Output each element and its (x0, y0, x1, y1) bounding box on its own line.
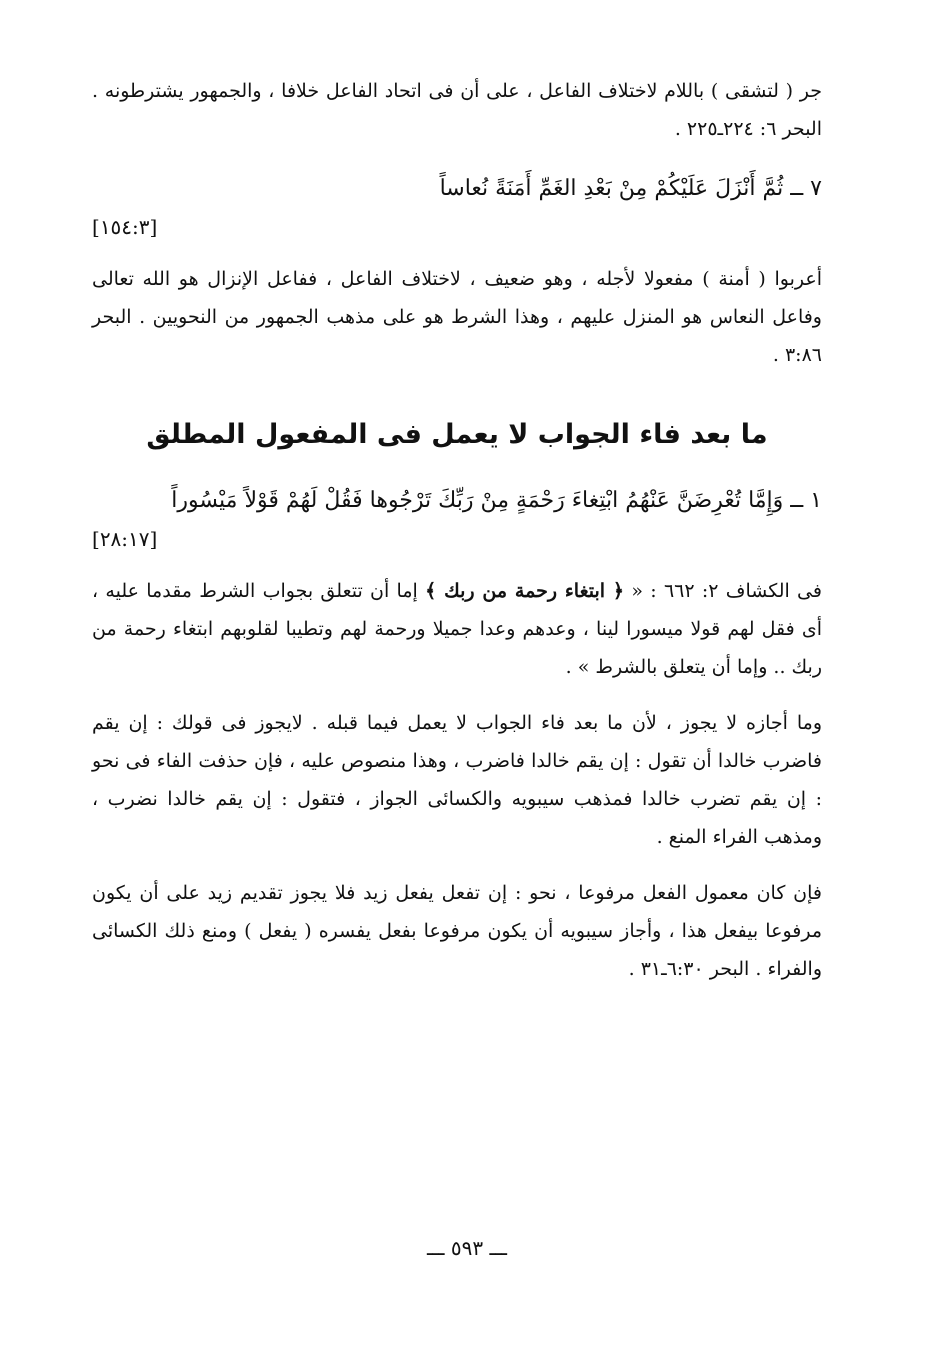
verse-7-block (92, 166, 822, 242)
verse-1-text: ١ ــ وَإِمَّا تُعْرِضَنَّ عَنْهُمُ ابْتِغاءَ رَحْمَةٍ مِنْ رَبِّكَ تَرْجُوها فَقُلْ لَهُمْ قَوْلاً مَيْسُوراً (171, 488, 822, 513)
verse-7-text: ٧ ــ ثُمَّ أَنْزَلَ عَلَيْكُمْ مِنْ بَعْدِ الغَمِّ أَمَنَةً نُعاساً (439, 176, 822, 201)
paragraph-3-lead: فى الكشاف ٢: ٦٦٢ : « (624, 580, 822, 602)
spacer (92, 242, 822, 260)
verse-1-block (92, 478, 822, 554)
paragraph-5: فإن كان معمول الفعل مرفوعا ، نحو : إن تفعل يفعل زيد فلا يجوز تقديم زيد على أن يكون مرفوعا بيفعل هذا ، وأجاز سيبويه أن يكون مرفوعا بفعل يفسره ( يفعل ) ومنع ذلك الكسائى والفراء . البحر ٦:٣٠ـ٣١ . (92, 882, 822, 980)
page-number: ـــ ٥٩٣ ـــ (426, 1236, 508, 1260)
paragraph-2: أعربوا ( أمنة ) مفعولا لأجله ، وهو ضعيف ، لاختلاف الفاعل ، ففاعل الإنزال هو الله تعالى وفاعل النعاس هو المنزل عليهم ، وهذا الشرط هو على مذهب الجمهور من النحويين . البحر ٣:٨٦ . (92, 268, 822, 366)
spacer (92, 554, 822, 572)
spacer (92, 686, 822, 704)
page-body (92, 72, 822, 988)
verse-1-reference: [٢٨:١٧] (92, 527, 158, 551)
paragraph-3 (92, 572, 822, 686)
spacer (92, 148, 822, 166)
paragraph-4: وما أجازه لا يجوز ، لأن ما بعد فاء الجواب لا يعمل فيما قبله . لايجوز فى قولك : إن يقم فاضرب خالدا أن تقول : إن يقم خالدا فاضرب ، وهذا منصوص عليه ، فإن حذفت الفاء فى نحو : إن يقم تضرب خالدا فمذهب سيبويه والكسائى الجواز ، فتقول : إن يقم خالدا نضرب ، ومذهب الفراء المنع . (92, 712, 822, 848)
paragraph-3-rest: إما أن تتعلق بجواب الشرط مقدما عليه ، أى فقل لهم قولا ميسورا لينا ، وعدهم وعدا جميلا ورحمة لهم وتطيبا لقلوبهم ابتغاء رحمة من ربك .. وإما أن يتعلق بالشرط » . (92, 580, 822, 678)
section-heading: ما بعد فاء الجواب لا يعمل فى المفعول المطلق (146, 419, 768, 450)
verse-7-reference: [١٥٤:٣] (92, 215, 158, 239)
quoted-verse-phrase: ﴿ ابتغاء رحمة من ربك ﴾ (425, 580, 625, 602)
paragraph-1: جر ( لتشقى ) باللام لاختلاف الفاعل ، على أن فى اتحاد الفاعل خلافا ، والجمهور يشترطونه . البحر ٦: ٢٢٤ـ٢٢٥ . (92, 80, 822, 140)
spacer (92, 856, 822, 874)
spacer (92, 374, 822, 404)
